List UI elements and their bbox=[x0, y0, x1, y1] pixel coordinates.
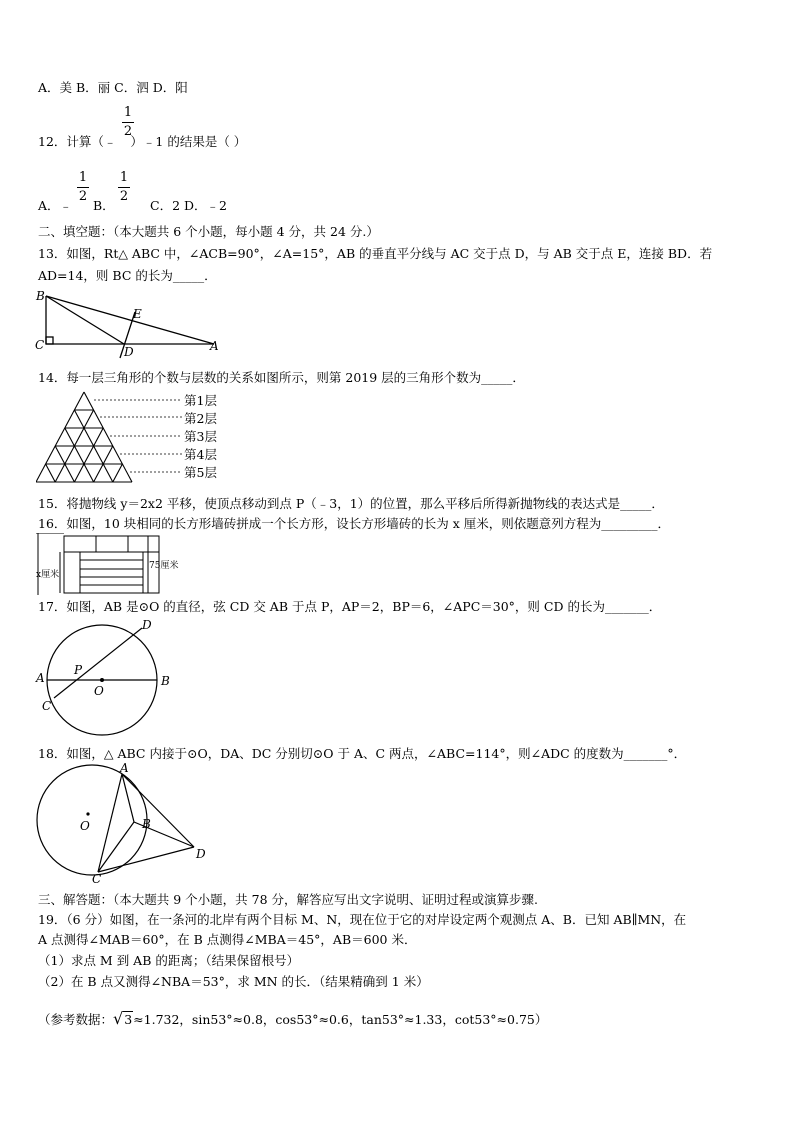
q12-choice-a-fraction bbox=[77, 171, 89, 204]
fraction-denominator: 2 bbox=[119, 189, 129, 204]
fraction-denominator: 2 bbox=[78, 189, 88, 204]
segment-ab bbox=[122, 774, 134, 822]
q12-stem-pre: 12．计算（﹣ bbox=[38, 134, 117, 149]
q12-choice-b: B． bbox=[93, 198, 115, 213]
layer-label-2: 第2层 bbox=[184, 411, 217, 426]
label-o: O bbox=[94, 684, 104, 698]
section3-heading: 三、解答题：（本大题共 9 个小题，共 78 分，解答应写出文字说明、证明过程或演算步骤. bbox=[38, 892, 538, 907]
label-b: B bbox=[36, 289, 45, 303]
center-point-o bbox=[86, 812, 89, 815]
triangle-edge bbox=[113, 464, 123, 482]
fraction-numerator: 1 bbox=[119, 170, 129, 185]
fraction-bar bbox=[77, 187, 89, 188]
layer-label-3: 第3层 bbox=[184, 429, 217, 444]
q17-text: 17．如图，AB 是⊙O 的直径，弦 CD 交 AB 于点 P，AP＝2，BP＝6，∠APC＝30°，则 CD 的长为_______． bbox=[38, 599, 662, 614]
q19-reference-data bbox=[38, 1011, 547, 1028]
fraction-bar bbox=[118, 187, 130, 188]
label-c: C bbox=[42, 699, 52, 713]
label-c: C bbox=[92, 872, 102, 884]
section2-heading: 二、填空题：（本大题共 6 个小题，每小题 4 分，共 24 分.） bbox=[38, 224, 379, 239]
75cm-label: 75厘米 bbox=[149, 561, 179, 571]
label-d: D bbox=[124, 345, 134, 359]
sqrt-symbol: √ bbox=[113, 1009, 124, 1028]
label-d: D bbox=[142, 618, 152, 632]
q12-choice-cd: C．2 D．﹣2 bbox=[150, 198, 227, 213]
label-p: P bbox=[74, 663, 83, 677]
q15-text: 15．将抛物线 y＝2x2 平移，使顶点移动到点 P（﹣3，1）的位置，那么平移后所得新抛物线的表达式是_____． bbox=[38, 496, 664, 511]
q18-figure bbox=[34, 762, 214, 884]
layer-label-4: 第4层 bbox=[184, 447, 217, 462]
fraction-bar bbox=[122, 122, 134, 123]
q13-line1: 13．如图，Rt△ ABC 中，∠ACB=90°，∠A=15°，AB 的垂直平分线与 AC 交于点 D，与 AB 交于点 E，连接 BD．若 bbox=[38, 246, 713, 261]
q16-text: 16．如图，10 块相同的长方形墙砖拼成一个长方形，设长方形墙砖的长为 x 厘米，则依题意列方程为_________． bbox=[38, 516, 671, 531]
triangle-edge bbox=[46, 464, 56, 482]
q19-line2: A 点测得∠MAB＝60°，在 B 点测得∠MBA＝45°，AB＝600 米． bbox=[38, 932, 417, 947]
q19-line1: 19．（6 分）如图，在一条河的北岸有两个目标 M、N，现在位于它的对岸设定两个观测点 A、B．已知 AB∥MN，在 bbox=[38, 912, 687, 927]
q16-figure bbox=[36, 533, 188, 597]
fraction-denominator: 2 bbox=[123, 124, 133, 139]
label-b: B bbox=[161, 674, 170, 688]
q12-choice-b-fraction bbox=[118, 171, 130, 204]
triangle-edge bbox=[84, 392, 132, 482]
label-d: D bbox=[196, 847, 206, 861]
q13-figure bbox=[34, 286, 224, 360]
circle-o bbox=[37, 765, 147, 875]
q14-figure bbox=[36, 390, 236, 484]
ref-values: ≈1.732，sin53°≈0.8，cos53°≈0.6，tan53°≈1.33，cot53°≈0.75） bbox=[133, 1012, 548, 1027]
layer-label-1: 第1层 bbox=[184, 393, 217, 408]
segment-ba bbox=[46, 296, 214, 344]
fraction-numerator: 1 bbox=[123, 105, 133, 120]
wall-outline bbox=[64, 536, 159, 593]
q12-stem-post: ）﹣1 的结果是（ ） bbox=[130, 134, 247, 149]
q18-text: 18．如图，△ ABC 内接于⊙O，DA、DC 分别切⊙O 于 A、C 两点，∠ABC=114°，则∠ADC 的度数为_______°． bbox=[38, 746, 687, 761]
q13-line2: AD=14，则 BC 的长为_____． bbox=[38, 268, 217, 283]
label-a: A bbox=[36, 671, 45, 685]
q12-choice-a: A．﹣ bbox=[38, 198, 73, 213]
layer-label-5: 第5层 bbox=[184, 465, 217, 480]
ref-prefix: （参考数据： bbox=[38, 1012, 114, 1027]
fraction-numerator: 1 bbox=[78, 170, 88, 185]
label-a: A bbox=[120, 762, 129, 775]
triangle-grid bbox=[36, 392, 132, 482]
triangle-edge bbox=[36, 392, 84, 482]
sqrt-radicand: 3 bbox=[124, 1012, 133, 1027]
label-a: A bbox=[210, 339, 219, 353]
label-b: B bbox=[142, 817, 151, 831]
right-angle-mark bbox=[46, 337, 53, 344]
label-o: O bbox=[80, 819, 90, 833]
label-e: E bbox=[133, 307, 142, 321]
q14-text: 14．每一层三角形的个数与层数的关系如图所示，则第 2019 层的三角形个数为_____． bbox=[38, 370, 525, 385]
q11-choices: A．美 B．丽 C．泗 D．阳 bbox=[38, 80, 188, 95]
q12-stem bbox=[38, 134, 246, 150]
tangent-dc bbox=[98, 847, 194, 872]
q19-part2: （2）在 B 点又测得∠NBA＝53°，求 MN 的长．（结果精确到 1 米） bbox=[38, 974, 429, 989]
tangent-da bbox=[122, 774, 194, 847]
q19-part1: （1）求点 M 到 AB 的距离；（结果保留根号） bbox=[38, 953, 300, 968]
q17-figure bbox=[34, 616, 184, 738]
center-point-o bbox=[100, 678, 104, 682]
x-cm-label: x厘米 bbox=[36, 570, 60, 580]
label-c: C bbox=[35, 338, 45, 352]
segment-bd bbox=[46, 296, 124, 344]
segment-ac bbox=[98, 774, 122, 872]
